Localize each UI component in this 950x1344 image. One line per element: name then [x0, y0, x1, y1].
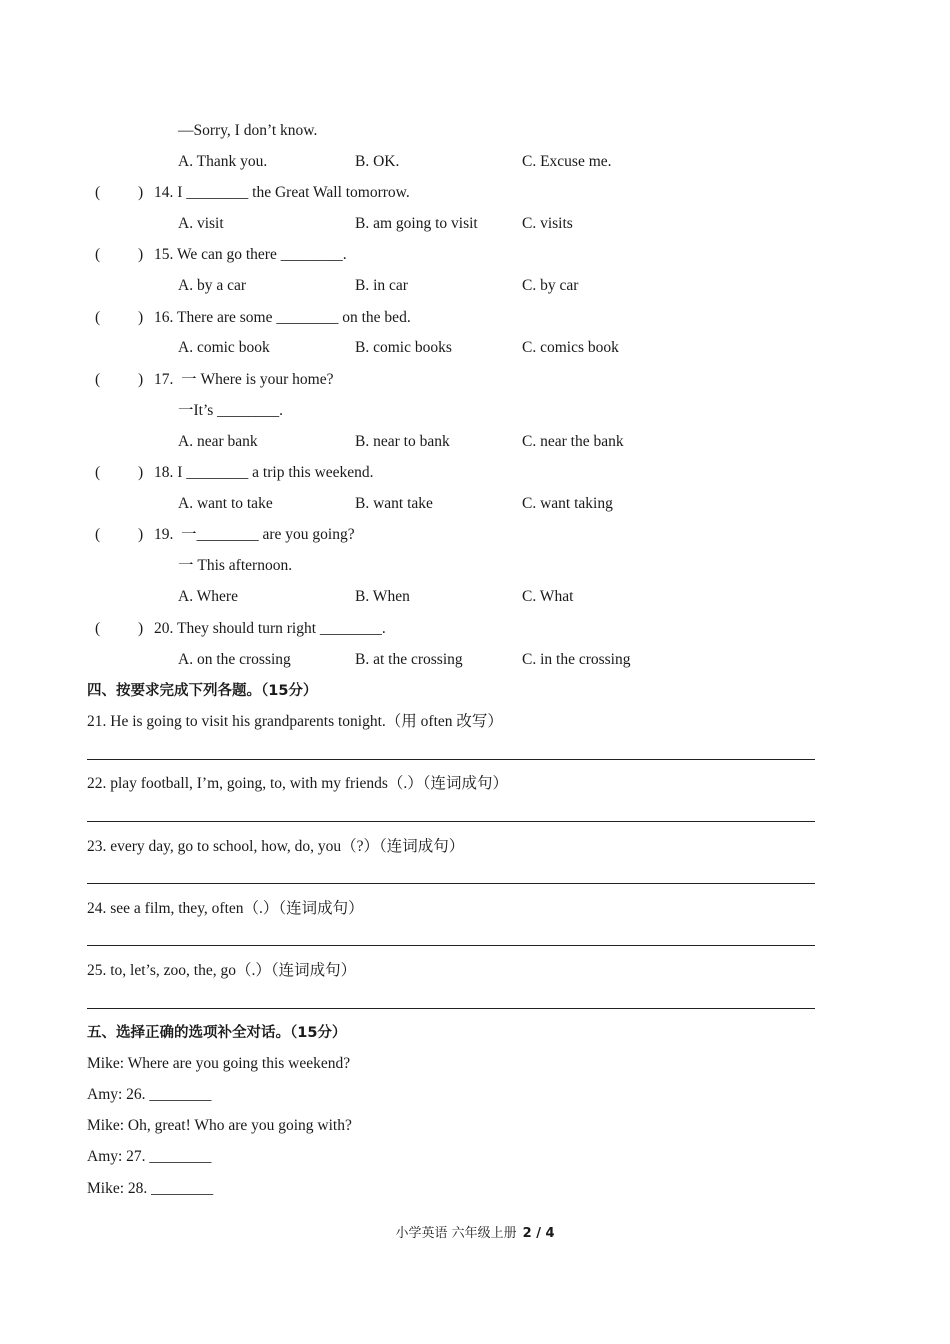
q23-prompt: 23. every day, go to school, how, do, you（?）（连词成句） — [87, 838, 465, 855]
dialogue-line: Mike: Where are you going this weekend? — [87, 1055, 351, 1072]
q20-paren-left: ( — [95, 620, 101, 637]
q18-paren-right: ) — [138, 464, 144, 481]
dialogue-line: Mike: 28. ________ — [87, 1180, 214, 1197]
q18-option-c: C. want taking — [522, 495, 613, 512]
q15-paren-right: ) — [138, 246, 144, 263]
q17-answer-line: 一It’s ________. — [178, 402, 284, 419]
q15-stem: 15. We can go there ________. — [154, 246, 347, 263]
q18-stem: 18. I ________ a trip this weekend. — [154, 464, 374, 481]
q22-prompt: 22. play football, I’m, going, to, with my friends（.）（连词成句） — [87, 775, 509, 792]
q14-option-b: B. am going to visit — [355, 215, 478, 232]
q24-answer-line[interactable] — [87, 945, 815, 946]
q15-option-c: C. by car — [522, 277, 579, 294]
q23-answer-line[interactable] — [87, 883, 815, 884]
q19-paren-left: ( — [95, 526, 101, 543]
q19-option-a: A. Where — [178, 588, 238, 605]
q17-paren-left: ( — [95, 371, 101, 388]
q20-paren-right: ) — [138, 620, 144, 637]
q20-option-a: A. on the crossing — [178, 651, 291, 668]
section5-heading: 五、选择正确的选项补全对话。（15分） — [87, 1025, 347, 1041]
q18-option-b: B. want take — [355, 495, 433, 512]
q14-option-c: C. visits — [522, 215, 573, 232]
dialogue-line: Amy: 26. ________ — [87, 1086, 212, 1103]
q15-paren-left: ( — [95, 246, 101, 263]
q15-option-b: B. in car — [355, 277, 408, 294]
q17-option-b: B. near to bank — [355, 433, 450, 450]
q16-option-b: B. comic books — [355, 339, 452, 356]
q17-option-a: A. near bank — [178, 433, 258, 450]
page-footer — [0, 1225, 950, 1243]
q19-option-c: C. What — [522, 588, 574, 605]
q24-prompt: 24. see a film, they, often（.）（连词成句） — [87, 900, 364, 917]
q18-option-a: A. want to take — [178, 495, 273, 512]
q25-prompt: 25. to, let’s, zoo, the, go（.）（连词成句） — [87, 962, 357, 979]
dialogue-line: Amy: 27. ________ — [87, 1148, 212, 1165]
q21-answer-line[interactable] — [87, 759, 815, 760]
q16-stem: 16. There are some ________ on the bed. — [154, 309, 411, 326]
q13-option-b: B. OK. — [355, 153, 400, 170]
section4-heading: 四、按要求完成下列各题。（15分） — [87, 683, 318, 699]
q16-option-a: A. comic book — [178, 339, 270, 356]
q17-paren-right: ) — [138, 371, 144, 388]
q15-option-a: A. by a car — [178, 277, 246, 294]
q17-stem: 17. 一 Where is your home? — [154, 371, 334, 388]
q20-option-c: C. in the crossing — [522, 651, 631, 668]
page-number: 2 / 4 — [522, 1226, 555, 1241]
q20-stem: 20. They should turn right ________. — [154, 620, 386, 637]
q25-answer-line[interactable] — [87, 1008, 815, 1009]
q19-option-b: B. When — [355, 588, 410, 605]
footer-title: 小学英语 六年级上册 — [395, 1226, 517, 1241]
q14-paren-left: ( — [95, 184, 101, 201]
q16-paren-right: ) — [138, 309, 144, 326]
q13-option-c: C. Excuse me. — [522, 153, 612, 170]
q18-paren-left: ( — [95, 464, 101, 481]
q13-answer-line: —Sorry, I don’t know. — [178, 122, 318, 139]
q21-prompt: 21. He is going to visit his grandparents tonight.（用 often 改写） — [87, 713, 503, 730]
q14-option-a: A. visit — [178, 215, 224, 232]
dialogue-line: Mike: Oh, great! Who are you going with? — [87, 1117, 352, 1134]
q22-answer-line[interactable] — [87, 821, 815, 822]
q14-stem: 14. I ________ the Great Wall tomorrow. — [154, 184, 410, 201]
q17-option-c: C. near the bank — [522, 433, 624, 450]
q19-paren-right: ) — [138, 526, 144, 543]
q19-answer-line: 一 This afternoon. — [178, 557, 293, 574]
q19-stem: 19. 一________ are you going? — [154, 526, 355, 543]
q20-option-b: B. at the crossing — [355, 651, 463, 668]
q14-paren-right: ) — [138, 184, 144, 201]
q13-option-a: A. Thank you. — [178, 153, 268, 170]
q16-option-c: C. comics book — [522, 339, 619, 356]
q16-paren-left: ( — [95, 309, 101, 326]
